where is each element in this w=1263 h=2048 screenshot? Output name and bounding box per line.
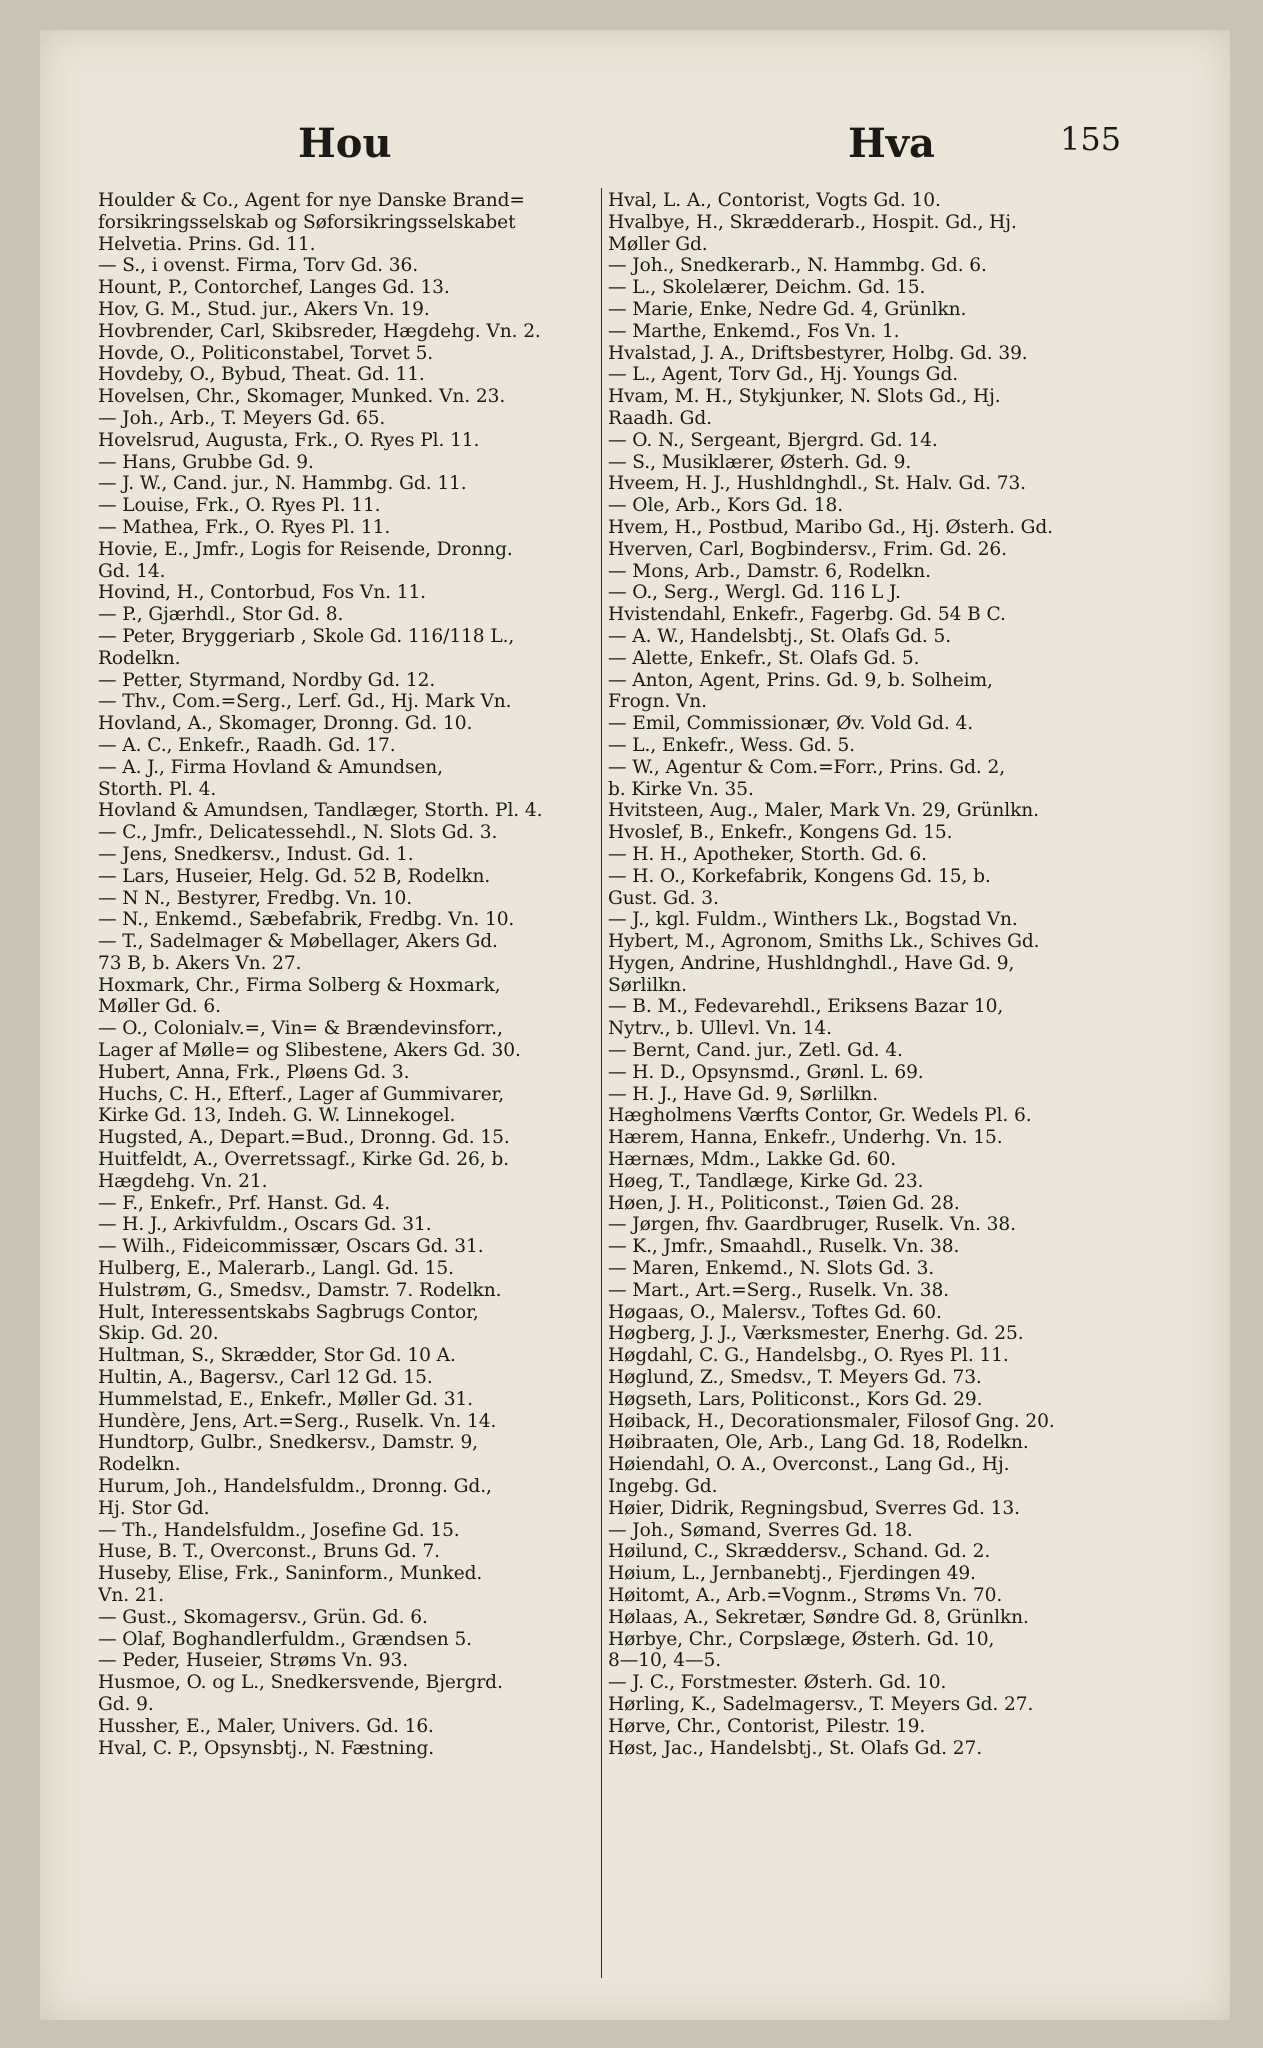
page-header: [40, 80, 1230, 167]
directory-entry-line: Hægdehg. Vn. 21.: [98, 1170, 268, 1192]
directory-entry-line: — Peder, Huseier, Strøms Vn. 93.: [98, 1650, 409, 1672]
directory-entry-line: — Ole, Arb., Kors Gd. 18.: [608, 495, 844, 517]
directory-entry-line: Hovland & Amundsen, Tandlæger, Storth. Pl. 4.: [98, 800, 543, 822]
directory-entry-line: Høium, L., Jernbanebtj., Fjerdingen 49.: [608, 1563, 976, 1585]
directory-entry-line: Høiback, H., Decorationsmaler, Filosof Gng. 20.: [608, 1410, 1055, 1432]
directory-entry-line: Hovie, E., Jmfr., Logis for Reisende, Dronng.: [98, 538, 513, 560]
directory-entry-line: — B. M., Fedevarehdl., Eriksens Bazar 10,: [608, 996, 1004, 1018]
directory-entry-line: Hundère, Jens, Art.=Serg., Ruselk. Vn. 14.: [98, 1410, 497, 1432]
directory-entry-line: Hoxmark, Chr., Firma Solberg & Hoxmark,: [98, 974, 501, 996]
directory-entry-line: — Louise, Frk., O. Ryes Pl. 11.: [98, 495, 381, 517]
directory-entry-line: Hverven, Carl, Bogbindersv., Frim. Gd. 26.: [608, 538, 1007, 560]
directory-entry-line: Gust. Gd. 3.: [608, 887, 719, 909]
directory-entry-line: Hørve, Chr., Contorist, Pilestr. 19.: [608, 1715, 926, 1737]
directory-entry-line: — O., Colonialv.=, Vin= & Brændevinsforr.,: [98, 1018, 503, 1040]
directory-entry-line: Hubert, Anna, Frk., Pløens Gd. 3.: [98, 1061, 410, 1083]
directory-entry-line: Hørbye, Chr., Corpslæge, Østerh. Gd. 10,: [608, 1628, 995, 1650]
directory-entry-line: — Thv., Com.=Serg., Lerf. Gd., Hj. Mark Vn.: [98, 691, 512, 713]
directory-entry-line: Frogn. Vn.: [608, 691, 707, 713]
directory-entry-line: Huseby, Elise, Frk., Saninform., Munked.: [98, 1563, 483, 1585]
directory-entry-line: Høier, Didrik, Regningsbud, Sverres Gd. 13.: [608, 1497, 1020, 1519]
directory-entry-line: Sørlilkn.: [608, 974, 687, 996]
directory-entry-line: — Th., Handelsfuldm., Josefine Gd. 15.: [98, 1519, 460, 1541]
directory-entry-line: Høgberg, J. J., Værksmester, Enerhg. Gd. 25.: [608, 1323, 1024, 1345]
directory-entry-line: Høst, Jac., Handelsbtj., St. Olafs Gd. 27.: [608, 1737, 983, 1759]
directory-entry-line: Hærem, Hanna, Enkefr., Underhg. Vn. 15.: [608, 1127, 1003, 1149]
directory-entry-line: — Emil, Commissionær, Øv. Vold Gd. 4.: [608, 713, 974, 735]
directory-entry-line: Hovelsrud, Augusta, Frk., O. Ryes Pl. 11.: [98, 429, 480, 451]
directory-entry-line: Hov, G. M., Stud. jur., Akers Vn. 19.: [98, 298, 430, 320]
directory-entry-line: Høgaas, O., Malersv., Toftes Gd. 60.: [608, 1301, 942, 1323]
directory-entry-line: Hvalbye, H., Skrædderarb., Hospit. Gd., Hj.: [608, 211, 1017, 233]
directory-entry-line: Møller Gd.: [608, 233, 708, 255]
directory-entry-line: — N N., Bestyrer, Fredbg. Vn. 10.: [98, 887, 413, 909]
directory-entry-line: — Marthe, Enkemd., Fos Vn. 1.: [608, 320, 900, 342]
directory-entry-line: Raadh. Gd.: [608, 407, 712, 429]
directory-entry-line: — K., Jmfr., Smaahdl., Ruselk. Vn. 38.: [608, 1236, 960, 1258]
directory-entry-line: Høiendahl, O. A., Overconst., Lang Gd., Hj.: [608, 1454, 1010, 1476]
page-number: 155: [1060, 120, 1122, 158]
directory-entry-line: — Jens, Snedkersv., Indust. Gd. 1.: [98, 843, 414, 865]
directory-entry-line: — A. J., Firma Hovland & Amundsen,: [98, 756, 443, 778]
directory-entry-line: Hygen, Andrine, Hushldnghdl., Have Gd. 9,: [608, 952, 1015, 974]
directory-entry-line: — A. W., Handelsbtj., St. Olafs Gd. 5.: [608, 625, 952, 647]
directory-entry-line: Gd. 9.: [98, 1693, 154, 1715]
directory-entry-line: b. Kirke Vn. 35.: [608, 778, 754, 800]
directory-entry-line: — Lars, Huseier, Helg. Gd. 52 B, Rodelkn.: [98, 865, 491, 887]
directory-entry-line: — Joh., Sømand, Sverres Gd. 18.: [608, 1519, 913, 1541]
directory-entry-line: Hval, L. A., Contorist, Vogts Gd. 10.: [608, 190, 941, 211]
directory-entry-line: Ingebg. Gd.: [608, 1476, 718, 1498]
directory-entry-line: Høgseth, Lars, Politiconst., Kors Gd. 29.: [608, 1388, 983, 1410]
directory-entry-line: — H. D., Opsynsmd., Grønl. L. 69.: [608, 1061, 924, 1083]
directory-entry-line: — A. C., Enkefr., Raadh. Gd. 17.: [98, 734, 396, 756]
directory-entry-line: Rodelkn.: [98, 647, 181, 669]
directory-entry-line: Hærnæs, Mdm., Lakke Gd. 60.: [608, 1149, 897, 1171]
directory-entry-line: Høglund, Z., Smedsv., T. Meyers Gd. 73.: [608, 1367, 982, 1389]
directory-entry-line: Hugsted, A., Depart.=Bud., Dronng. Gd. 15.: [98, 1127, 510, 1149]
directory-entry-line: — Joh., Snedkerarb., N. Hammbg. Gd. 6.: [608, 255, 987, 277]
header-left-keyword: Hou: [298, 120, 392, 167]
directory-entry-line: Møller Gd. 6.: [98, 996, 221, 1018]
directory-entry-line: — J. W., Cand. jur., N. Hammbg. Gd. 11.: [98, 473, 467, 495]
directory-entry-line: — Joh., Arb., T. Meyers Gd. 65.: [98, 407, 386, 429]
directory-entry-line: — T., Sadelmager & Møbellager, Akers Gd.: [98, 931, 498, 953]
directory-entry-line: Hult, Interessentskabs Sagbrugs Contor,: [98, 1301, 479, 1323]
directory-entry-line: Hvem, H., Postbud, Maribo Gd., Hj. Østerh. Gd.: [608, 516, 1053, 538]
directory-entry-line: — O. N., Sergeant, Bjergrd. Gd. 14.: [608, 429, 938, 451]
directory-entry-line: — O., Serg., Wergl. Gd. 116 L J.: [608, 582, 901, 604]
directory-entry-line: Hovland, A., Skomager, Dronng. Gd. 10.: [98, 713, 473, 735]
directory-entry-line: — C., Jmfr., Delicatessehdl., N. Slots Gd. 3.: [98, 822, 498, 844]
directory-entry-line: Hurum, Joh., Handelsfuldm., Dronng. Gd.,: [98, 1476, 492, 1498]
directory-entry-line: Hvitsteen, Aug., Maler, Mark Vn. 29, Grünlkn.: [608, 800, 1039, 822]
directory-entry-line: Huse, B. T., Overconst., Bruns Gd. 7.: [98, 1541, 440, 1563]
directory-entry-line: Hvoslef, B., Enkefr., Kongens Gd. 15.: [608, 822, 953, 844]
directory-entry-line: Kirke Gd. 13, Indeh. G. W. Linnekogel.: [98, 1105, 456, 1127]
directory-entry-line: Hovbrender, Carl, Skibsreder, Hægdehg. Vn. 2.: [98, 320, 541, 342]
directory-entry-line: Hovdeby, O., Bybud, Theat. Gd. 11.: [98, 364, 425, 386]
directory-entry-line: Nytrv., b. Ullevl. Vn. 14.: [608, 1018, 832, 1040]
directory-entry-line: Hulstrøm, G., Smedsv., Damstr. 7. Rodelkn.: [98, 1279, 502, 1301]
directory-entry-line: Hj. Stor Gd.: [98, 1497, 210, 1519]
right-column: [608, 190, 1118, 1759]
directory-entry-line: Hovind, H., Contorbud, Fos Vn. 11.: [98, 582, 426, 604]
directory-entry-line: Hount, P., Contorchef, Langes Gd. 13.: [98, 277, 450, 299]
directory-entry-line: — L., Agent, Torv Gd., Hj. Youngs Gd.: [608, 364, 959, 386]
directory-entry-line: — H. H., Apotheker, Storth. Gd. 6.: [608, 843, 927, 865]
directory-entry-line: Hval, C. P., Opsynsbtj., N. Fæstning.: [98, 1737, 435, 1759]
directory-entry-line: — Peter, Bryggeriarb , Skole Gd. 116/118 L.,: [98, 625, 515, 647]
directory-entry-line: — Petter, Styrmand, Nordby Gd. 12.: [98, 669, 436, 691]
directory-entry-line: — H. J., Arkivfuldm., Oscars Gd. 31.: [98, 1214, 432, 1236]
directory-entry-line: — S., Musiklærer, Østerh. Gd. 9.: [608, 451, 912, 473]
directory-entry-line: — Anton, Agent, Prins. Gd. 9, b. Solheim,: [608, 669, 993, 691]
directory-entry-line: — Olaf, Boghandlerfuldm., Grændsen 5.: [98, 1628, 472, 1650]
directory-entry-line: Huitfeldt, A., Overretssagf., Kirke Gd. 26, b.: [98, 1149, 509, 1171]
directory-entry-line: — N., Enkemd., Sæbefabrik, Fredbg. Vn. 10.: [98, 909, 515, 931]
directory-entry-line: Houlder & Co., Agent for nye Danske Brand=: [98, 190, 525, 211]
directory-entry-line: Hulberg, E., Malerarb., Langl. Gd. 15.: [98, 1258, 454, 1280]
directory-entry-line: Rodelkn.: [98, 1454, 181, 1476]
directory-entry-line: Hundtorp, Gulbr., Snedkersv., Damstr. 9,: [98, 1432, 478, 1454]
directory-entry-line: Storth. Pl. 4.: [98, 778, 217, 800]
directory-entry-line: — Maren, Enkemd., N. Slots Gd. 3.: [608, 1258, 935, 1280]
directory-entry-line: Høgdahl, C. G., Handelsbg., O. Ryes Pl. 11.: [608, 1345, 1009, 1367]
directory-entry-line: 8—10, 4—5.: [608, 1650, 722, 1672]
directory-entry-line: Skip. Gd. 20.: [98, 1323, 219, 1345]
directory-entry-line: Høeg, T., Tandlæge, Kirke Gd. 23.: [608, 1170, 924, 1192]
directory-entry-line: Hørling, K., Sadelmagersv., T. Meyers Gd. 27.: [608, 1693, 1034, 1715]
directory-entry-line: — L., Skolelærer, Deichm. Gd. 15.: [608, 277, 926, 299]
directory-entry-line: Lager af Mølle= og Slibestene, Akers Gd. 30.: [98, 1040, 521, 1062]
left-column: [98, 190, 608, 1759]
directory-entry-line: Hultman, S., Skrædder, Stor Gd. 10 A.: [98, 1345, 456, 1367]
directory-entry-line: — J. C., Forstmester. Østerh. Gd. 10.: [608, 1672, 947, 1694]
directory-entry-line: — Mart., Art.=Serg., Ruselk. Vn. 38.: [608, 1279, 950, 1301]
directory-entry-line: Høitomt, A., Arb.=Vognm., Strøms Vn. 70.: [608, 1585, 1003, 1606]
directory-entry-line: Husmoe, O. og L., Snedkersvende, Bjergrd.: [98, 1672, 503, 1694]
directory-entry-line: — Wilh., Fideicommissær, Oscars Gd. 31.: [98, 1236, 484, 1258]
directory-entry-line: Gd. 14.: [98, 560, 166, 582]
directory-entry-line: Hølaas, A., Sekretær, Søndre Gd. 8, Grünlkn.: [608, 1606, 1029, 1628]
directory-entry-line: Hvistendahl, Enkefr., Fagerbg. Gd. 54 B C.: [608, 604, 1006, 626]
directory-entry-line: Hultin, A., Bagersv., Carl 12 Gd. 15.: [98, 1367, 433, 1389]
directory-entry-line: — H. J., Have Gd. 9, Sørlilkn.: [608, 1083, 879, 1105]
directory-entry-line: Hveem, H. J., Hushldnghdl., St. Halv. Gd. 73.: [608, 473, 1026, 495]
directory-entry-line: Helvetia. Prins. Gd. 11.: [98, 233, 316, 255]
directory-entry-line: Hummelstad, E., Enkefr., Møller Gd. 31.: [98, 1388, 473, 1410]
directory-entry-line: Høen, J. H., Politiconst., Tøien Gd. 28.: [608, 1192, 960, 1214]
directory-entry-line: — Hans, Grubbe Gd. 9.: [98, 451, 314, 473]
directory-entry-line: Hvalstad, J. A., Driftsbestyrer, Holbg. Gd. 39.: [608, 342, 1028, 364]
directory-entry-line: — H. O., Korkefabrik, Kongens Gd. 15, b.: [608, 865, 991, 887]
directory-entry-line: — J., kgl. Fuldm., Winthers Lk., Bogstad Vn.: [608, 909, 1018, 931]
directory-entry-line: Høilund, C., Skræddersv., Schand. Gd. 2.: [608, 1541, 991, 1563]
directory-entry-line: — W., Agentur & Com.=Forr., Prins. Gd. 2,: [608, 756, 1006, 778]
directory-entry-line: — Jørgen, fhv. Gaardbruger, Ruselk. Vn. 38.: [608, 1214, 1016, 1236]
directory-entry-line: — Marie, Enke, Nedre Gd. 4, Grünlkn.: [608, 298, 967, 320]
directory-entry-line: Hægholmens Værfts Contor, Gr. Wedels Pl. 6.: [608, 1105, 1032, 1127]
directory-entry-line: — Gust., Skomagersv., Grün. Gd. 6.: [98, 1606, 428, 1628]
directory-entry-line: Hovelsen, Chr., Skomager, Munked. Vn. 23.: [98, 386, 506, 408]
directory-entry-line: forsikringsselskab og Søforsikringsselskabet: [98, 211, 516, 233]
directory-entry-line: — L., Enkefr., Wess. Gd. 5.: [608, 734, 855, 756]
directory-entry-line: — Bernt, Cand. jur., Zetl. Gd. 4.: [608, 1040, 903, 1062]
directory-entry-line: — Mons, Arb., Damstr. 6, Rodelkn.: [608, 560, 931, 582]
directory-entry-line: Hussher, E., Maler, Univers. Gd. 16.: [98, 1715, 434, 1737]
directory-entry-line: Hovde, O., Politiconstabel, Torvet 5.: [98, 342, 434, 364]
directory-entry-line: Hvam, M. H., Stykjunker, N. Slots Gd., Hj.: [608, 386, 1001, 408]
directory-entry-line: — Mathea, Frk., O. Ryes Pl. 11.: [98, 516, 391, 538]
header-right-keyword: Hva: [848, 120, 935, 167]
directory-entry-line: — S., i ovenst. Firma, Torv Gd. 36.: [98, 255, 419, 277]
directory-entry-line: 73 B, b. Akers Vn. 27.: [98, 952, 302, 974]
directory-entry-line: — F., Enkefr., Prf. Hanst. Gd. 4.: [98, 1192, 391, 1214]
directory-entry-line: — Alette, Enkefr., St. Olafs Gd. 5.: [608, 647, 920, 669]
directory-entry-line: Høibraaten, Ole, Arb., Lang Gd. 18, Rodelkn.: [608, 1432, 1029, 1454]
directory-entry-line: Vn. 21.: [98, 1585, 165, 1606]
directory-page: [40, 30, 1230, 2020]
directory-entry-line: — P., Gjærhdl., Stor Gd. 8.: [98, 604, 344, 626]
directory-entry-line: Hybert, M., Agronom, Smiths Lk., Schives Gd.: [608, 931, 1040, 953]
directory-entry-line: Huchs, C. H., Efterf., Lager af Gummivarer,: [98, 1083, 505, 1105]
